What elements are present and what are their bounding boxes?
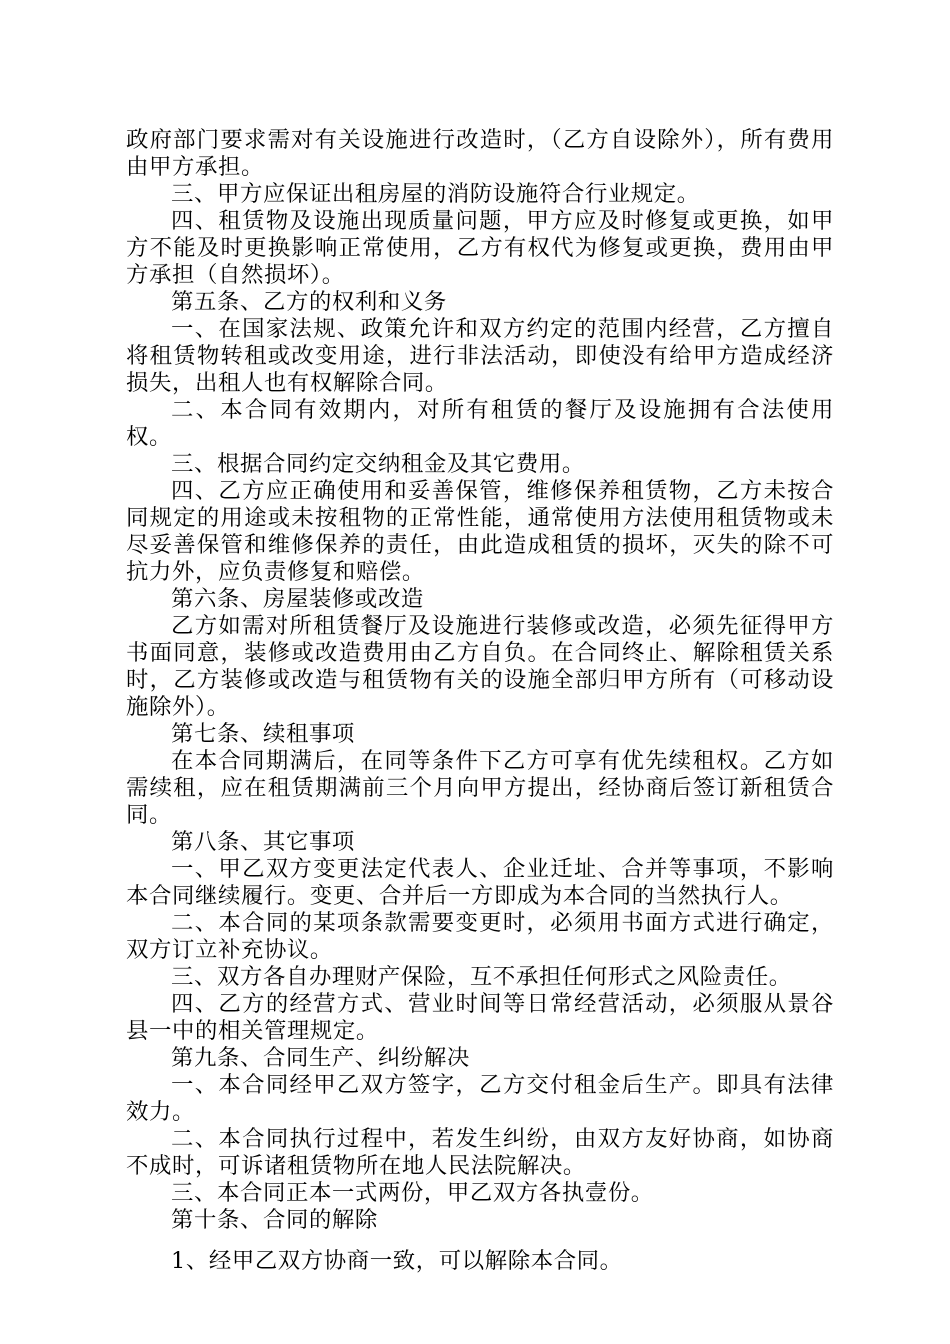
section-heading: 第十条、合同的解除 bbox=[171, 1207, 378, 1233]
paragraph: 二、本合同有效期内，对所有租赁的餐厅及设施拥有合法使用权。 bbox=[126, 397, 834, 450]
paragraph: 一、本合同经甲乙双方签字，乙方交付租金后生产。即具有法律效力。 bbox=[126, 1072, 834, 1125]
paragraph: 1、经甲乙双方协商一致，可以解除本合同。 bbox=[171, 1248, 623, 1274]
paragraph: 三、甲方应保证出租房屋的消防设施符合行业规定。 bbox=[171, 181, 700, 207]
paragraph: 二、本合同的某项条款需要变更时，必须用书面方式进行确定，双方订立补充协议。 bbox=[126, 910, 834, 963]
paragraph: 四、租赁物及设施出现质量问题，甲方应及时修复或更换，如甲方不能及时更换影响正常使用，乙方有权代为修复或更换，费用由甲方承担（自然损坏）。 bbox=[126, 208, 834, 288]
paragraph: 在本合同期满后，在同等条件下乙方可享有优先续租权。乙方如需续租，应在租赁期满前三个月向甲方提出，经协商后签订新租赁合同。 bbox=[126, 748, 834, 828]
section-heading: 第八条、其它事项 bbox=[171, 829, 355, 855]
paragraph: 三、根据合同约定交纳租金及其它费用。 bbox=[171, 451, 585, 477]
paragraph: 一、在国家法规、政策允许和双方约定的范围内经营，乙方擅自将租赁物转租或改变用途，进行非法活动，即使没有给甲方造成经济损失，出租人也有权解除合同。 bbox=[126, 316, 834, 396]
section-heading: 第六条、房屋装修或改造 bbox=[171, 586, 424, 612]
document-body bbox=[126, 127, 834, 1275]
section-heading: 第五条、乙方的权利和义务 bbox=[171, 289, 447, 315]
paragraph: 四、乙方应正确使用和妥善保管，维修保养租赁物，乙方未按合同规定的用途或未按租物的正常性能，通常使用方法使用租赁物或未尽妥善保管和维修保养的责任，由此造成租赁的损坏，灭失的除不可抗力外，应负责修复和赔偿。 bbox=[126, 478, 834, 585]
paragraph: 乙方如需对所租赁餐厅及设施进行装修或改造，必须先征得甲方书面同意，装修或改造费用由乙方自负。在合同终止、解除租赁关系时，乙方装修或改造与租赁物有关的设施全部归甲方所有（可移动设施除外）。 bbox=[126, 613, 834, 720]
paragraph: 三、双方各自办理财产保险，互不承担任何形式之风险责任。 bbox=[171, 964, 792, 990]
section-heading: 第九条、合同生产、纠纷解决 bbox=[171, 1045, 470, 1071]
paragraph: 政府部门要求需对有关设施进行改造时，（乙方自设除外），所有费用由甲方承担。 bbox=[126, 127, 834, 180]
paragraph: 三、本合同正本一式两份，甲乙双方各执壹份。 bbox=[171, 1180, 654, 1206]
paragraph: 一、甲乙双方变更法定代表人、企业迁址、合并等事项，不影响本合同继续履行。变更、合并后一方即成为本合同的当然执行人。 bbox=[126, 856, 834, 909]
paragraph: 四、乙方的经营方式、营业时间等日常经营活动，必须服从景谷县一中的相关管理规定。 bbox=[126, 991, 834, 1044]
section-heading: 第七条、续租事项 bbox=[171, 721, 355, 747]
paragraph: 二、本合同执行过程中，若发生纠纷，由双方友好协商，如协商不成时，可诉诸租赁物所在地人民法院解决。 bbox=[126, 1126, 834, 1179]
